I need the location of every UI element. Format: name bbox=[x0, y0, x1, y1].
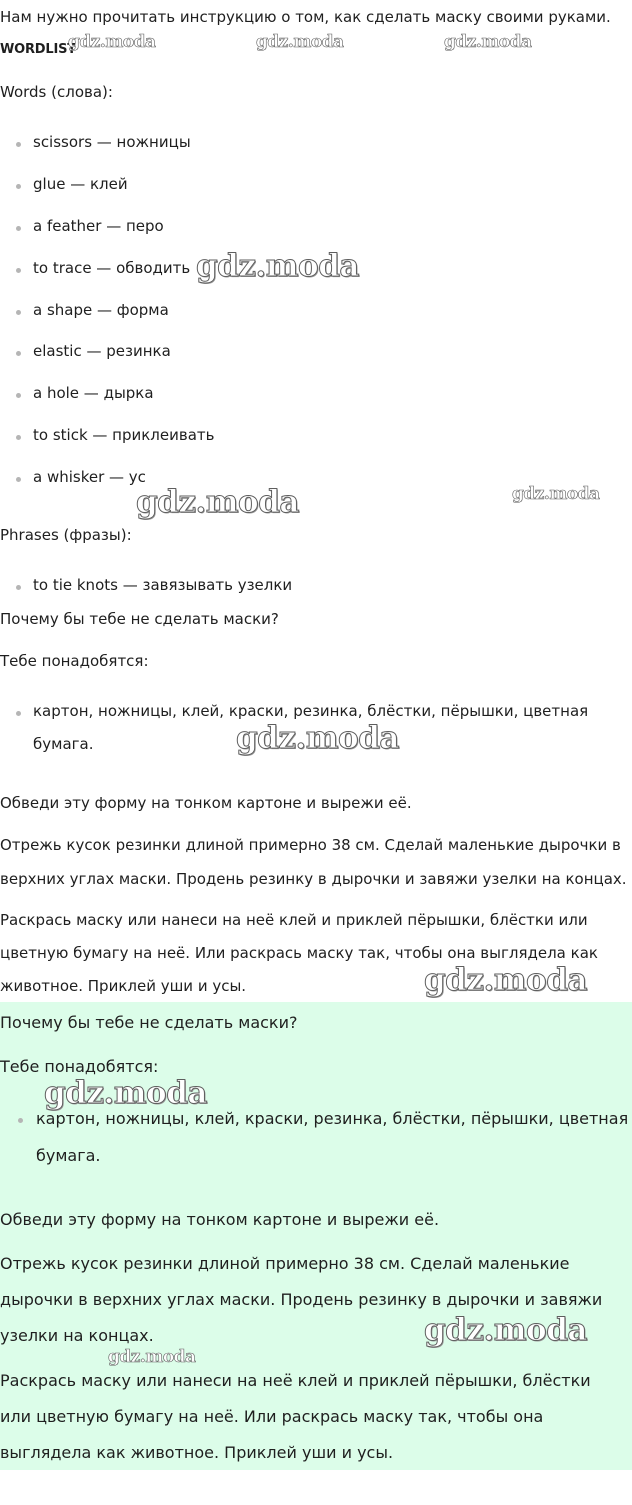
translation-step-2-line: узелки на концах. bbox=[0, 1326, 154, 1345]
watermark: gdz.moda bbox=[512, 484, 600, 504]
step-2-line: Отрежь кусок резинки длиной примерно 38 см. Сделай маленькие дырочки в bbox=[0, 836, 621, 854]
step-3-line: животное. Приклей уши и усы. bbox=[0, 977, 247, 995]
watermark: gdz.moda bbox=[196, 248, 359, 284]
step-1: Обведи эту форму на тонком картоне и вырежи её. bbox=[0, 794, 412, 812]
words-label: Words (слова): bbox=[0, 83, 113, 101]
list-item: scissors — ножницы bbox=[33, 133, 191, 151]
article-need-label: Тебе понадобятся: bbox=[0, 652, 149, 670]
watermark: gdz.moda bbox=[108, 1347, 196, 1367]
wordlist-heading: WORDLIST bbox=[0, 42, 76, 57]
translation-step-2-line: Отрежь кусок резинки длиной примерно 38 см. Сделай маленькие bbox=[0, 1254, 570, 1273]
materials-line: бумага. bbox=[33, 735, 94, 753]
bullet bbox=[16, 711, 21, 716]
step-2-line: верхних углах маски. Продень резинку в дырочки и завяжи узелки на концах. bbox=[0, 870, 627, 888]
bullet bbox=[16, 184, 21, 189]
translation-step-3-line: выглядела как животное. Приклей уши и усы. bbox=[0, 1443, 394, 1462]
translation-step-3-line: Раскрась маску или нанеси на неё клей и приклей пёрышки, блёстки bbox=[0, 1371, 591, 1390]
watermark: gdz.moda bbox=[424, 1312, 587, 1348]
watermark: gdz.moda bbox=[136, 484, 299, 520]
translation-materials-line: картон, ножницы, клей, краски, резинка, блёстки, пёрышки, цветная bbox=[36, 1109, 629, 1128]
step-3-line: цветную бумагу на неё. Или раскрась маску так, чтобы она выглядела как bbox=[0, 944, 598, 962]
phrases-label: Phrases (фразы): bbox=[0, 526, 132, 544]
list-item: a hole — дырка bbox=[33, 384, 154, 402]
bullet bbox=[16, 310, 21, 315]
list-item: elastic — резинка bbox=[33, 342, 171, 360]
bullet bbox=[16, 477, 21, 482]
watermark: gdz.moda bbox=[256, 32, 344, 52]
translation-step-3-line: или цветную бумагу на неё. Или раскрась маску так, чтобы она bbox=[0, 1407, 544, 1426]
watermark: gdz.moda bbox=[68, 32, 156, 52]
watermark: gdz.moda bbox=[44, 1075, 207, 1111]
watermark: gdz.moda bbox=[444, 32, 532, 52]
list-item: to tie knots — завязывать узелки bbox=[33, 576, 293, 594]
bullet bbox=[16, 585, 21, 590]
list-item: glue — клей bbox=[33, 175, 128, 193]
translation-step-1: Обведи эту форму на тонком картоне и вырежи её. bbox=[0, 1210, 440, 1229]
bullet bbox=[16, 393, 21, 398]
article-question: Почему бы тебе не сделать маски? bbox=[0, 610, 279, 628]
watermark: gdz.moda bbox=[424, 962, 587, 998]
list-item: to stick — приклеивать bbox=[33, 426, 215, 444]
bullet bbox=[16, 142, 21, 147]
bullet bbox=[16, 226, 21, 231]
translation-step-2-line: дырочки в верхних углах маски. Продень резинку в дырочки и завяжи bbox=[0, 1290, 603, 1309]
translation-materials-line: бумага. bbox=[36, 1146, 101, 1165]
list-item: to trace — обводить bbox=[33, 259, 191, 277]
bullet bbox=[16, 351, 21, 356]
translation-need-label: Тебе понадобятся: bbox=[0, 1057, 159, 1076]
list-item: a feather — перо bbox=[33, 217, 164, 235]
bullet bbox=[18, 1118, 23, 1123]
intro-text: Нам нужно прочитать инструкцию о том, как сделать маску своими руками. bbox=[0, 8, 611, 26]
list-item: a whisker — ус bbox=[33, 468, 146, 486]
list-item: a shape — форма bbox=[33, 301, 169, 319]
step-3-line: Раскрась маску или нанеси на неё клей и приклей пёрышки, блёстки или bbox=[0, 911, 588, 929]
translation-question: Почему бы тебе не сделать маски? bbox=[0, 1013, 298, 1032]
bullet bbox=[16, 435, 21, 440]
watermark: gdz.moda bbox=[236, 720, 399, 756]
materials-line: картон, ножницы, клей, краски, резинка, блёстки, пёрышки, цветная bbox=[33, 702, 589, 720]
bullet bbox=[16, 268, 21, 273]
